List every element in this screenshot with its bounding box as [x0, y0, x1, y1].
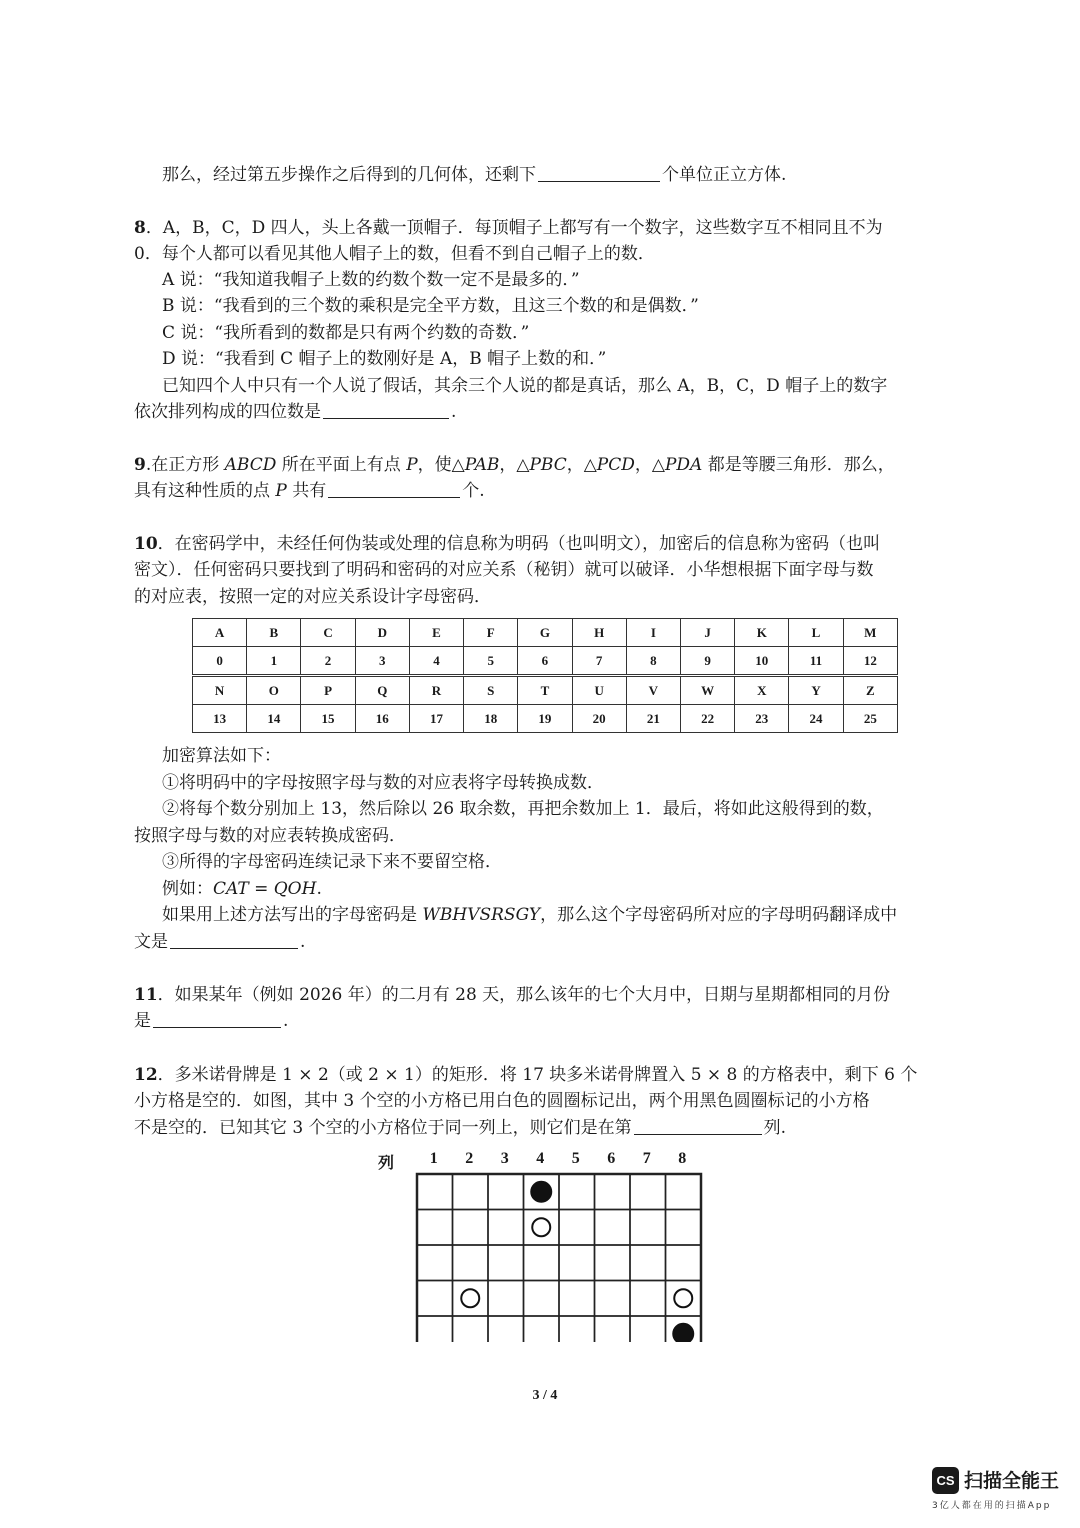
black-circle-marker: [531, 1182, 551, 1202]
grid-column-label: 列: [378, 1155, 395, 1172]
grid-cell: [524, 1316, 560, 1342]
q8-statement-b: B 说：“我看到的三个数的乘积是完全平方数，且这三个数的和是偶数．”: [162, 296, 699, 316]
q7-answer-blank[interactable]: [538, 163, 660, 182]
grid-cell: [453, 1210, 489, 1246]
grid-column-number: 3: [500, 1150, 509, 1167]
cipher-cell: Z: [843, 676, 897, 705]
cipher-cell: H: [572, 619, 626, 647]
cipher-cell: 25: [843, 705, 897, 733]
q10-example: [162, 876, 960, 902]
q9-text-c: ，使: [417, 455, 452, 475]
grid-cell: [630, 1210, 666, 1246]
cipher-cell: 14: [247, 705, 301, 733]
white-circle-marker: [532, 1218, 550, 1236]
camscanner-watermark: [932, 1465, 1062, 1515]
cipher-cell: 5: [464, 647, 518, 676]
cipher-cell: X: [735, 676, 789, 705]
cipher-cell: 2: [301, 647, 355, 676]
cipher-cell: V: [626, 676, 680, 705]
cipher-cell: 18: [464, 705, 518, 733]
q10-step-3: ③所得的字母密码连续记录下来不要留空格．: [162, 852, 502, 872]
q12-line-1: [134, 1062, 960, 1088]
cipher-cell: P: [301, 676, 355, 705]
q9-sep-2: ，: [566, 455, 584, 475]
q9-triangle-pab: △PAB: [451, 455, 500, 475]
q11-text-end: .: [283, 1011, 289, 1031]
cipher-cell: R: [409, 676, 463, 705]
q8-statement-d: D 说：“我看到 C 帽子上的数刚好是 A，B 帽子上数的和．”: [162, 349, 607, 369]
q9-text-b: 所在平面上有点: [276, 455, 407, 475]
q11-text-2: 是: [134, 1011, 151, 1031]
cipher-cell: D: [355, 619, 409, 647]
cipher-cell: I: [626, 619, 680, 647]
grid-column-number: 5: [571, 1150, 580, 1167]
q9-triangle-pcd: △PCD: [583, 455, 635, 475]
q10-line-2: 密文）．任何密码只要找到了明码和密码的对应关系（秘钥）就可以破译．小华想根据下面字母与数: [134, 560, 874, 580]
cipher-cell: 1: [247, 647, 301, 676]
cipher-cell: G: [518, 619, 572, 647]
watermark-tagline: 3亿人都在用的扫描App: [932, 1501, 1052, 1511]
cipher-cell: 13: [193, 705, 247, 733]
q7-tail-text: 那么，经过第五步操作之后得到的几何体，还剩下: [162, 165, 536, 185]
q8-statement-a: A 说：“我知道我帽子上数的约数个数一定不是最多的．”: [162, 270, 580, 290]
grid-cell: [453, 1174, 489, 1210]
q10-example-math: CAT = QOH: [213, 879, 317, 899]
grid-cell: [630, 1245, 666, 1281]
grid-cell: [595, 1316, 631, 1342]
cipher-cell: M: [843, 619, 897, 647]
q9-square-name: ABCD: [224, 455, 277, 475]
cipher-cell: 16: [355, 705, 409, 733]
q8-line-2: [134, 241, 960, 267]
cipher-row: [193, 647, 898, 676]
q11-line-2: [134, 1008, 960, 1034]
q8-text-8-end: .: [451, 402, 457, 422]
black-circle-marker: [673, 1324, 693, 1342]
grid-column-number: 1: [429, 1150, 438, 1167]
q10-step-1: ①将明码中的字母按照字母与数的对应表将字母转换成数．: [162, 773, 604, 793]
q10-text-1: ．在密码学中，未经任何伪装或处理的信息称为明码（也叫明文），加密后的信息称为密码（也叫: [157, 534, 881, 554]
q10-question-1: [162, 902, 960, 928]
page-number: 3 / 4: [532, 1388, 558, 1403]
cipher-cell: 15: [301, 705, 355, 733]
q7-tail-line: [162, 162, 960, 188]
cipher-cell: S: [464, 676, 518, 705]
cipher-cell: W: [680, 676, 734, 705]
white-circle-marker: [461, 1289, 479, 1307]
grid-cell: [559, 1316, 595, 1342]
cipher-cell: C: [301, 619, 355, 647]
q9-sep-1: ，: [499, 455, 517, 475]
grid-cell: [453, 1316, 489, 1342]
grid-column-number: 4: [536, 1150, 545, 1167]
cipher-cell: A: [193, 619, 247, 647]
cipher-cell: 4: [409, 647, 463, 676]
q8-text-2: 0．每个人都可以看见其他人帽子上的数，但看不到自己帽子上的数．: [134, 244, 655, 264]
cipher-cell: 23: [735, 705, 789, 733]
grid-cell: [630, 1316, 666, 1342]
q9-triangle-pda: △PDA: [651, 455, 703, 475]
cipher-cell: 10: [735, 647, 789, 676]
grid-cell: [666, 1245, 702, 1281]
q12-answer-blank[interactable]: [634, 1116, 762, 1135]
cipher-cell: 17: [409, 705, 463, 733]
q10-question-2: [134, 929, 960, 955]
watermark-name: 扫描全能王: [964, 1470, 1060, 1492]
q10-line-1: [134, 531, 960, 557]
q8-line-8: [134, 399, 960, 425]
grid-cell: [559, 1174, 595, 1210]
cipher-cell: L: [789, 619, 843, 647]
grid-cell: [417, 1210, 453, 1246]
cipher-row: [193, 705, 898, 733]
q10-example-end: .: [316, 879, 322, 899]
q8-line-1: [134, 215, 960, 241]
grid-cell: [595, 1245, 631, 1281]
q9-answer-blank[interactable]: [328, 479, 460, 498]
q9-triangle-pbc: △PBC: [516, 455, 567, 475]
q10-example-label: 例如：: [162, 879, 213, 899]
grid-cell: [417, 1174, 453, 1210]
q10-algo-title: 加密算法如下：: [162, 746, 281, 766]
grid-cell: [559, 1245, 595, 1281]
cipher-cell: K: [735, 619, 789, 647]
cipher-cell: 0: [193, 647, 247, 676]
cipher-cell: 24: [789, 705, 843, 733]
q8-line-7: 已知四个人中只有一个人说了假话，其余三个人说的都是真话，那么 A，B，C，D 帽子上的数字: [162, 376, 888, 396]
q9-point-p: P: [406, 455, 418, 475]
grid-cell: [595, 1210, 631, 1246]
grid-cell: [559, 1281, 595, 1317]
q9-number: 9: [134, 455, 146, 475]
grid-cell: [595, 1281, 631, 1317]
cipher-cell: 19: [518, 705, 572, 733]
q9-text-e: 具有这种性质的点: [134, 481, 276, 501]
q8-answer-blank[interactable]: [323, 400, 449, 419]
grid-cell: [488, 1210, 524, 1246]
cipher-cell: 9: [680, 647, 734, 676]
grid-cell: [630, 1174, 666, 1210]
grid-column-number: 2: [465, 1150, 474, 1167]
q9-text-a: .在正方形: [145, 455, 225, 475]
grid-cell: [488, 1281, 524, 1317]
cipher-cell: F: [464, 619, 518, 647]
q12-line-2: 小方格是空的．如图，其中 3 个空的小方格已用白色的圆圈标记出，两个用黑色圆圈标记的小方格: [134, 1091, 870, 1111]
q10-question-text-3: 文是: [134, 932, 168, 952]
grid-cell: [488, 1316, 524, 1342]
q12-text-3: 不是空的．已知其它 3 个空的小方格位于同一列上，则它们是在第: [134, 1118, 632, 1138]
q10-step-2b: 按照字母与数的对应表转换成密码．: [134, 826, 406, 846]
q10-cipher-code: WBHVSRSGY: [422, 905, 541, 925]
grid-cell: [488, 1174, 524, 1210]
q10-question-text: 如果用上述方法写出的字母密码是: [162, 905, 423, 925]
cipher-table: [192, 618, 898, 733]
cipher-cell: J: [680, 619, 734, 647]
q10-number: 10: [134, 534, 158, 554]
grid-cell: [666, 1174, 702, 1210]
q11-line-1: [134, 982, 960, 1008]
q9-text-f: 共有: [286, 481, 327, 501]
q8-statement-c: C 说：“我所看到的数都是只有两个约数的奇数．”: [162, 323, 530, 343]
cipher-cell: T: [518, 676, 572, 705]
cipher-cell: 22: [680, 705, 734, 733]
q9-line-1: [134, 452, 960, 478]
q8-number: 8: [134, 218, 146, 238]
q9-text-g: 个.: [462, 481, 485, 501]
cipher-cell: U: [572, 676, 626, 705]
grid-cell: [524, 1281, 560, 1317]
q11-text-1: ．如果某年（例如 2026 年）的二月有 28 天，那么该年的七个大月中，日期与星期都相同的月份: [157, 985, 891, 1005]
q10-answer-blank[interactable]: [170, 930, 298, 949]
cipher-cell: E: [409, 619, 463, 647]
q12-line-3: [134, 1115, 960, 1141]
grid-cell: [630, 1281, 666, 1317]
cipher-cell: 7: [572, 647, 626, 676]
cipher-cell: Q: [355, 676, 409, 705]
q9-text-d: 都是等腰三角形．那么，: [702, 455, 895, 475]
grid-cell: [666, 1210, 702, 1246]
cipher-cell: O: [247, 676, 301, 705]
grid-column-number: 8: [678, 1150, 687, 1167]
white-circle-marker: [674, 1289, 692, 1307]
grid-cell: [524, 1245, 560, 1281]
cipher-cell: 20: [572, 705, 626, 733]
grid-cell: [417, 1281, 453, 1317]
grid-cell: [417, 1245, 453, 1281]
q9-sep-3: ，: [634, 455, 652, 475]
grid-cell: [453, 1245, 489, 1281]
q9-point-p-2: P: [275, 481, 287, 501]
cipher-cell: 21: [626, 705, 680, 733]
q8-text-1: ．A，B，C，D 四人，头上各戴一顶帽子．每顶帽子上都写有一个数字，这些数字互不相同且不为: [145, 218, 883, 238]
cipher-cell: 11: [789, 647, 843, 676]
domino-grid: [415, 1172, 705, 1342]
grid-cell: [417, 1316, 453, 1342]
q10-question-end: .: [300, 932, 306, 952]
cipher-cell: 3: [355, 647, 409, 676]
q12-text-end: 列.: [763, 1118, 787, 1138]
cipher-cell: N: [193, 676, 247, 705]
cipher-row: [193, 619, 898, 647]
q9-line-2: [134, 478, 960, 504]
q11-answer-blank[interactable]: [153, 1009, 281, 1028]
cs-logo-icon: CS: [932, 1467, 959, 1494]
q10-step-2: ②将每个数分别加上 13，然后除以 26 取余数，再把余数加上 1．最后，将如此这般得到的数，: [162, 799, 884, 819]
q10-line-3: 的对应表，按照一定的对应关系设计字母密码．: [134, 587, 491, 607]
cipher-cell: B: [247, 619, 301, 647]
cipher-cell: 12: [843, 647, 897, 676]
grid-cell: [488, 1245, 524, 1281]
q12-number: 12: [134, 1065, 158, 1085]
cipher-row: [193, 676, 898, 705]
q8-text-8: 依次排列构成的四位数是: [134, 402, 321, 422]
grid-cell: [595, 1174, 631, 1210]
cipher-cell: 8: [626, 647, 680, 676]
q7-tail-end: 个单位正立方体.: [662, 165, 787, 185]
q10-question-text-2: ，那么这个字母密码所对应的字母明码翻译成中: [540, 905, 898, 925]
q11-number: 11: [134, 985, 158, 1005]
q12-text-1: ．多米诺骨牌是 1 × 2（或 2 × 1）的矩形．将 17 块多米诺骨牌置入 5 × 8 的方格表中，剩下 6 个: [157, 1065, 918, 1085]
cipher-cell: Y: [789, 676, 843, 705]
grid-column-number: 7: [642, 1150, 651, 1167]
grid-column-number: 6: [607, 1150, 616, 1167]
grid-cell: [559, 1210, 595, 1246]
cipher-cell: 6: [518, 647, 572, 676]
